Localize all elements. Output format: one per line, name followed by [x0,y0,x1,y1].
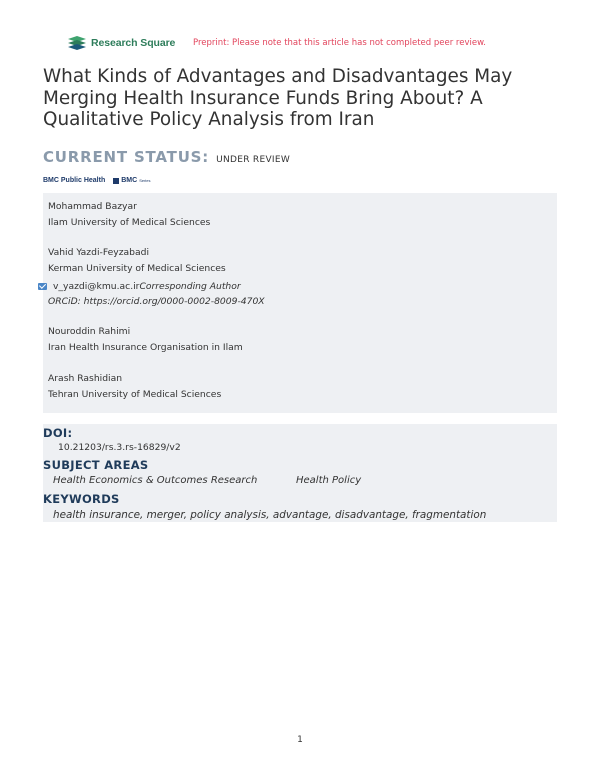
author-name: Nouroddin Rahimi [48,326,131,337]
journal-logos [43,177,151,184]
keywords-label: KEYWORDS [43,492,120,506]
mail-icon[interactable] [38,283,47,290]
keywords-list: health insurance, merger, policy analysis, advantage, disadvantage, fragmentation [53,509,487,521]
current-status [43,148,290,166]
doi-link[interactable]: 10.21203/rs.3.rs-16829/v2 [58,442,181,453]
author-entry [48,371,221,402]
subject-area-item[interactable]: Health Policy [296,475,362,486]
orcid-link[interactable]: ORCiD: https://orcid.org/0000-0002-8009-470X [48,296,265,307]
research-square-logo-icon [67,36,87,50]
corresponding-label: Corresponding Author [139,281,241,292]
bmc-series-logo [113,177,150,184]
journal-name[interactable]: BMC Public Health [43,177,106,184]
author-entry [48,245,226,276]
preprint-notice: Preprint: Please note that this article has not completed peer review. [193,38,486,48]
corresponding-email[interactable]: v_yazdi@kmu.ac.ir [53,281,140,292]
bmc-mark-icon [113,178,119,184]
article-metadata [43,424,557,522]
bmc-series-name: BMC [121,177,138,184]
authors-panel [43,193,557,413]
author-affiliation: Kerman University of Medical Sciences [48,262,226,274]
logo-text: Research Square [91,37,176,49]
page-number: 1 [297,735,303,745]
doi-label: DOI: [43,426,73,440]
status-value: UNDER REVIEW [216,155,291,165]
author-affiliation: Ilam University of Medical Sciences [48,216,211,228]
author-name: Mohammad Bazyar [48,201,137,212]
author-affiliation: Tehran University of Medical Sciences [48,388,222,400]
author-entry [48,324,243,355]
status-label: CURRENT STATUS: [43,148,210,166]
subject-area-item[interactable]: Health Economics & Outcomes Research [53,475,258,486]
author-name: Arash Rashidian [48,373,123,384]
research-square-logo[interactable] [67,36,175,50]
subject-areas-label: SUBJECT AREAS [43,458,149,472]
paper-title: What Kinds of Advantages and Disadvantages May Merging Health Insurance Funds Bring About? A Qualitative Policy Analysis from Iran [43,66,513,130]
author-name: Vahid Yazdi-Feyzabadi [48,247,149,258]
author-entry [48,199,210,230]
corresponding-contact [38,281,241,292]
author-affiliation: Iran Health Insurance Organisation in Ilam [48,341,243,353]
bmc-series-suffix: Series [139,178,151,183]
